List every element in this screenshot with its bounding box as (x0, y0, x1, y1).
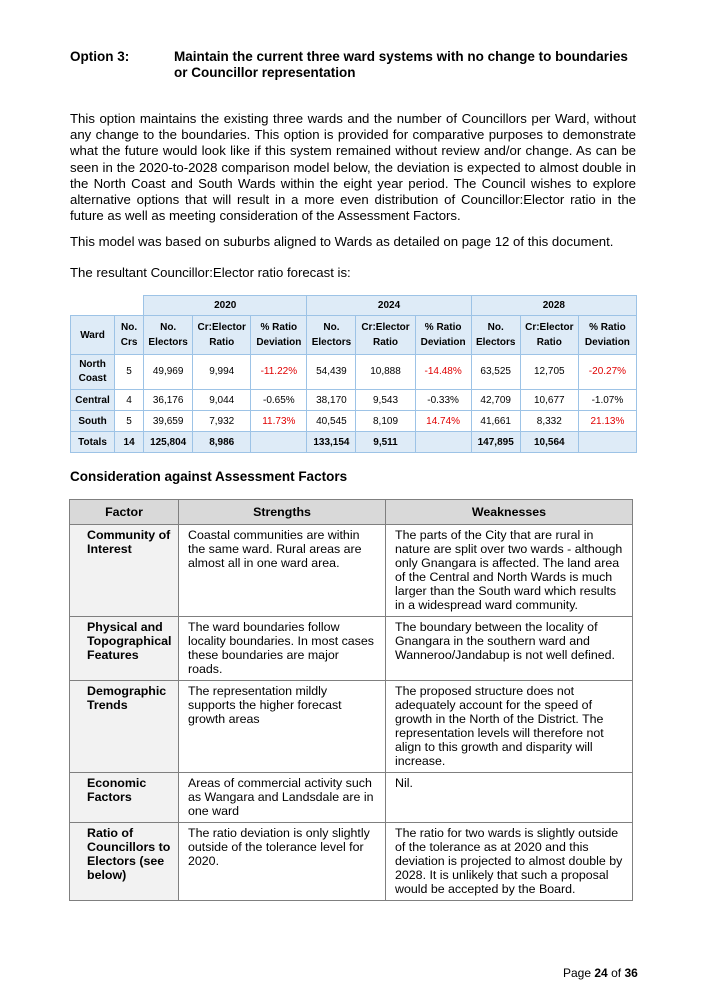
factor-cell: Economic Factors (70, 773, 179, 823)
deviation-cell: -0.65% (251, 390, 307, 411)
deviation-cell: -11.22% (251, 355, 307, 390)
col-header-deviation: % Ratio Deviation (578, 316, 636, 355)
col-header-ratio: Cr:Elector Ratio (193, 316, 251, 355)
crs-cell: 5 (115, 355, 144, 390)
crs-cell: 4 (115, 390, 144, 411)
strength-cell: Areas of commercial activity such as Wangara and Landsdale are in one ward (179, 773, 386, 823)
col-header-electors: No. Electors (307, 316, 356, 355)
ratio-cell: 8,986 (193, 432, 251, 453)
ward-name: Central (71, 390, 115, 411)
electors-cell: 54,439 (307, 355, 356, 390)
ratio-cell: 8,332 (520, 411, 578, 432)
total-pages: 36 (624, 966, 638, 980)
electors-cell: 36,176 (144, 390, 193, 411)
table-row (70, 617, 633, 681)
ratio-cell: 9,044 (193, 390, 251, 411)
electors-cell: 39,659 (144, 411, 193, 432)
empty-cell (578, 432, 636, 453)
col-header-electors: No. Electors (471, 316, 520, 355)
empty-cell (415, 432, 471, 453)
table-row (71, 355, 637, 390)
ratio-cell: 10,677 (520, 390, 578, 411)
ratio-cell: 8,109 (356, 411, 415, 432)
electors-cell: 49,969 (144, 355, 193, 390)
totals-row (71, 432, 637, 453)
col-header-ratio: Cr:Elector Ratio (356, 316, 415, 355)
col-header-ward: Ward (71, 316, 115, 355)
deviation-cell: -14.48% (415, 355, 471, 390)
factor-cell: Demographic Trends (70, 681, 179, 773)
weakness-cell: The ratio for two wards is slightly outside of the tolerance as at 2020 and this deviation is projected to almost double by 2028. It is unlikely that such a proposal would be accepted by the Board. (386, 823, 633, 901)
weakness-cell: The parts of the City that are rural in nature are split over two wards - although only Gnangara is affected. The land area of the Central and North Wards is much larger than the South ward which results in a widespread ward community. (386, 525, 633, 617)
factor-cell: Ratio of Councillors to Electors (see below) (70, 823, 179, 901)
strength-cell: The representation mildly supports the higher forecast growth areas (179, 681, 386, 773)
deviation-cell: -20.27% (578, 355, 636, 390)
year-header-2020: 2020 (144, 296, 307, 316)
forecast-paragraph: The resultant Councillor:Elector ratio forecast is: (70, 265, 351, 280)
page-number (563, 966, 638, 980)
page-word: Page (563, 966, 592, 980)
electors-cell: 38,170 (307, 390, 356, 411)
ratio-cell: 12,705 (520, 355, 578, 390)
electors-cell: 133,154 (307, 432, 356, 453)
totals-label: Totals (71, 432, 115, 453)
option-label: Option 3: (70, 49, 130, 64)
option-title: Maintain the current three ward systems with no change to boundaries or Councillor representation (174, 49, 628, 80)
col-header-ratio: Cr:Elector Ratio (520, 316, 578, 355)
factor-cell: Community of Interest (70, 525, 179, 617)
weaknesses-header: Weaknesses (386, 500, 633, 525)
table-row (70, 525, 633, 617)
ratio-cell: 10,888 (356, 355, 415, 390)
col-header-deviation: % Ratio Deviation (251, 316, 307, 355)
assessment-heading: Consideration against Assessment Factors (70, 469, 348, 484)
assessment-factors-table (69, 499, 633, 901)
intro-paragraph: This option maintains the existing three wards and the number of Councillors per Ward, without any change to the boundaries. This option is provided for comparative purposes to demonstrate what the future would look like if this system remained without review and/or change. As can be seen in the 2020-to-2028 comparison model below, the deviation is expected to almost double in the North Coast and South Wards within the eight year period. The Council wishes to explore alternative options that will result in a more even distribution of Councillor:Elector ratio in the future as well as meeting consideration of the Assessment Factors. (70, 111, 636, 224)
crs-cell: 14 (115, 432, 144, 453)
electors-cell: 125,804 (144, 432, 193, 453)
table-row (70, 773, 633, 823)
of-word: of (611, 966, 622, 980)
strength-cell: Coastal communities are within the same ward. Rural areas are almost all in one ward area. (179, 525, 386, 617)
deviation-cell: -1.07% (578, 390, 636, 411)
crs-cell: 5 (115, 411, 144, 432)
ratio-cell: 10,564 (520, 432, 578, 453)
weakness-cell: The boundary between the locality of Gnangara in the southern ward and Wanneroo/Jandabup is not well defined. (386, 617, 633, 681)
col-header-deviation: % Ratio Deviation (415, 316, 471, 355)
deviation-cell: -0.33% (415, 390, 471, 411)
electors-cell: 40,545 (307, 411, 356, 432)
electors-cell: 41,661 (471, 411, 520, 432)
weakness-cell: Nil. (386, 773, 633, 823)
strengths-header: Strengths (179, 500, 386, 525)
col-header-crs: No. Crs (115, 316, 144, 355)
weakness-cell: The proposed structure does not adequately account for the speed of growth in the North of the District. The representation levels will therefore not align to this growth and disparity will increase. (386, 681, 633, 773)
deviation-cell: 14.74% (415, 411, 471, 432)
electors-cell: 147,895 (471, 432, 520, 453)
factor-header: Factor (70, 500, 179, 525)
ratio-cell: 7,932 (193, 411, 251, 432)
deviation-cell: 21.13% (578, 411, 636, 432)
table-row (71, 411, 637, 432)
strength-cell: The ratio deviation is only slightly outside of the tolerance level for 2020. (179, 823, 386, 901)
ratio-cell: 9,511 (356, 432, 415, 453)
ward-name: North Coast (71, 355, 115, 390)
current-page: 24 (594, 966, 608, 980)
model-paragraph: This model was based on suburbs aligned to Wards as detailed on page 12 of this document. (70, 234, 614, 249)
factor-cell: Physical and Topographical Features (70, 617, 179, 681)
electors-cell: 42,709 (471, 390, 520, 411)
electors-cell: 63,525 (471, 355, 520, 390)
table-row (71, 390, 637, 411)
ratio-cell: 9,994 (193, 355, 251, 390)
ratio-cell: 9,543 (356, 390, 415, 411)
strength-cell: The ward boundaries follow locality boundaries. In most cases these boundaries are major roads. (179, 617, 386, 681)
ward-ratio-table (70, 295, 637, 453)
year-header-2028: 2028 (471, 296, 636, 316)
ward-name: South (71, 411, 115, 432)
table-row (70, 681, 633, 773)
deviation-cell: 11.73% (251, 411, 307, 432)
col-header-electors: No. Electors (144, 316, 193, 355)
empty-cell (251, 432, 307, 453)
year-header-2024: 2024 (307, 296, 471, 316)
table-row (70, 823, 633, 901)
